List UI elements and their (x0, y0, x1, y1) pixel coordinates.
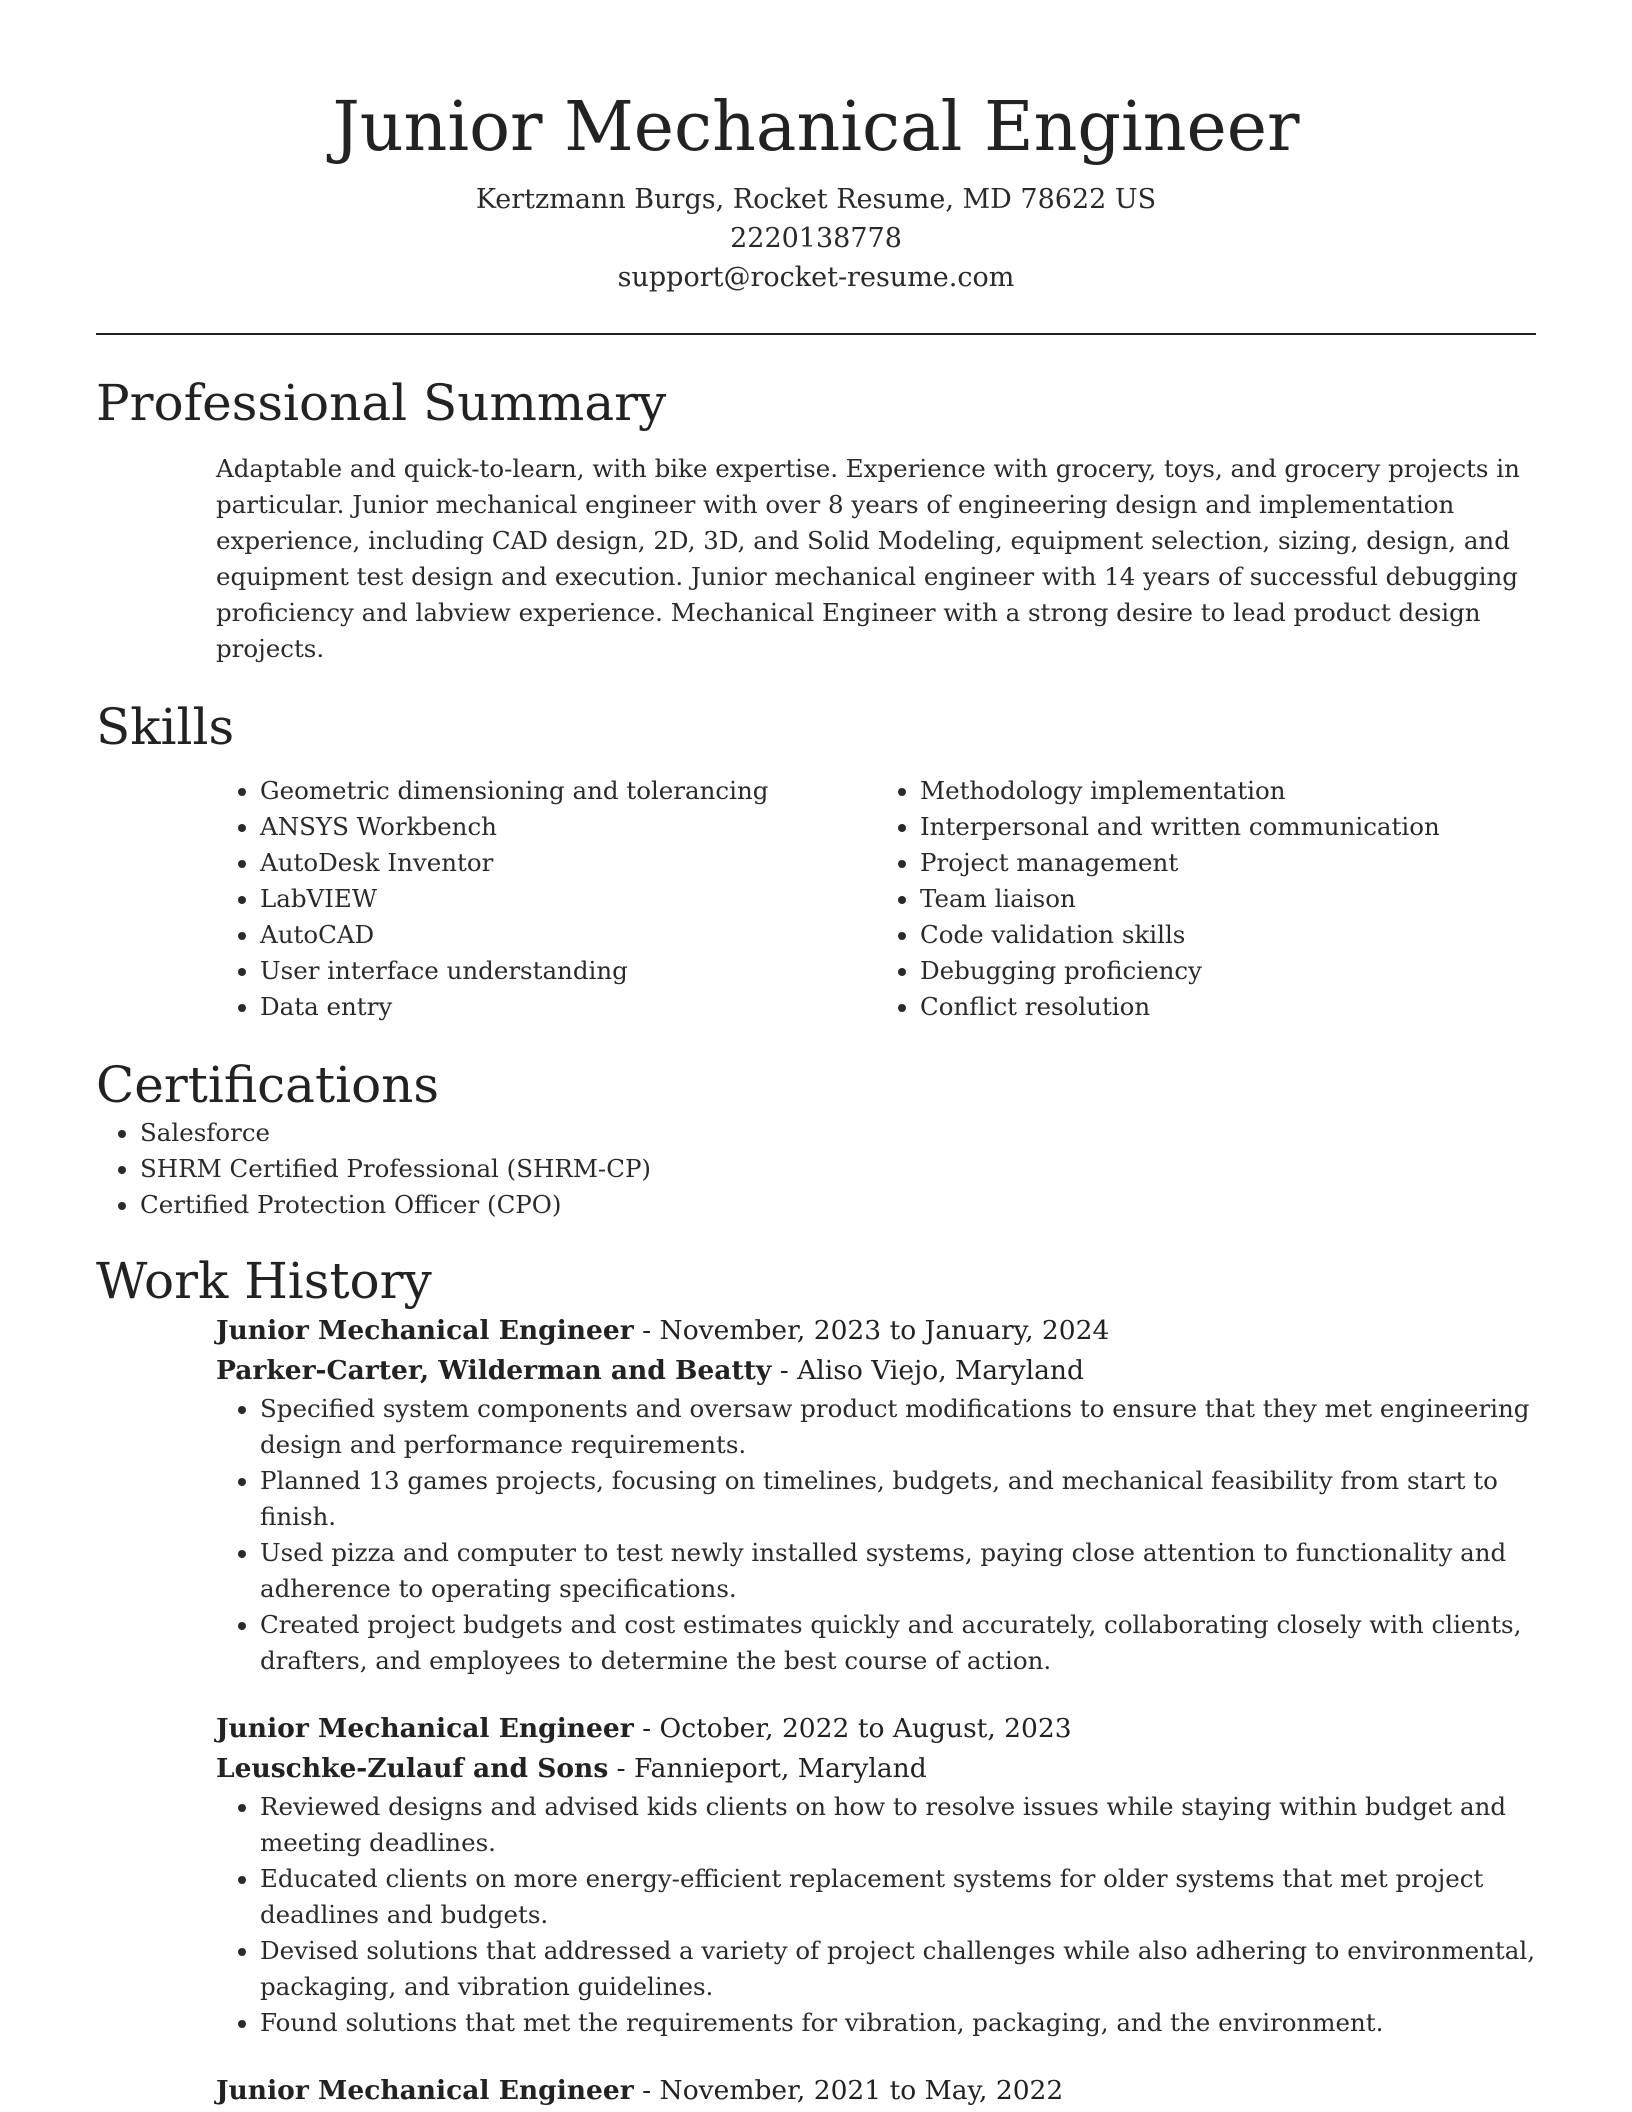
job-location: Aliso Viejo, Maryland (797, 1355, 1084, 1386)
header-divider (96, 333, 1536, 335)
certification-item: • Salesforce (140, 1115, 1536, 1151)
job-role: Junior Mechanical Engineer (216, 2075, 634, 2106)
job-dates: October, 2022 to August, 2023 (659, 1713, 1072, 1744)
job-dates: November, 2023 to January, 2024 (659, 1315, 1110, 1346)
job-separator: - (771, 1355, 798, 1386)
job-separator: - (633, 1713, 660, 1744)
job-duty: • Educated clients on more energy-efficient replacement systems for older systems that met project deadlines and budgets. (260, 1861, 1536, 1933)
job-role: Junior Mechanical Engineer (216, 1713, 634, 1744)
job-dates: November, 2021 to May, 2022 (659, 2075, 1064, 2106)
job-separator: - (633, 2075, 660, 2106)
skill-item: • LabVIEW (260, 881, 876, 917)
email: support@rocket-resume.com (617, 262, 1015, 293)
job-entry (216, 2071, 1536, 2111)
resume-page (96, 0, 1536, 2111)
skill-item: • Data entry (260, 989, 876, 1025)
job-duty: • Used pizza and computer to test newly installed systems, paying close attention to functionality and adherence to operating specifications. (260, 1535, 1536, 1607)
contact-info (96, 180, 1536, 297)
job-separator: - (608, 1753, 635, 1784)
skills-columns (216, 773, 1536, 1025)
candidate-name: Junior Mechanical Engineer (332, 88, 1300, 167)
job-title-line (216, 1311, 1536, 1351)
job-duty: • Planned 13 games projects, focusing on timelines, budgets, and mechanical feasibility from start to finish. (260, 1463, 1536, 1535)
job-separator: - (633, 1315, 660, 1346)
skill-item: • Geometric dimensioning and tolerancing (260, 773, 876, 809)
skills-right-list (876, 773, 1536, 1025)
address: Kertzmann Burgs, Rocket Resume, MD 78622 US (475, 184, 1157, 215)
job-duties-list (216, 1789, 1536, 2041)
phone: 2220138778 (730, 223, 902, 254)
job-entry (216, 1311, 1536, 1679)
job-duty: • Reviewed designs and advised kids clients on how to resolve issues while staying within budget and meeting deadlines. (260, 1789, 1536, 1861)
job-company-line (216, 1351, 1536, 1391)
job-entry (216, 1709, 1536, 2041)
summary-text: Adaptable and quick-to-learn, with bike expertise. Experience with grocery, toys, and grocery projects in particular. Junior mechanical engineer with over 8 years of engineering design and implementation experience, including CAD design, 2D, 3D, and Solid Modeling, equipment selection, sizing, design, and equipment test design and execution. Junior mechanical engineer with 14 years of successful debugging proficiency and labview experience. Mechanical Engineer with a strong desire to lead product design projects. (216, 454, 1520, 663)
skill-item: • Interpersonal and written communication (920, 809, 1536, 845)
job-company: Leuschke-Zulauf and Sons (216, 1753, 609, 1784)
job-location: Fannieport, Maryland (634, 1753, 927, 1784)
skill-item: • Methodology implementation (920, 773, 1536, 809)
job-duty: • Specified system components and oversaw product modifications to ensure that they met engineering design and performance requirements. (260, 1391, 1536, 1463)
work-history-heading: Work History (96, 1252, 432, 1310)
skill-item: • Conflict resolution (920, 989, 1536, 1025)
skill-item: • User interface understanding (260, 953, 876, 989)
certifications-list (96, 1115, 1536, 1223)
certifications-heading: Certifications (96, 1056, 440, 1114)
summary-heading: Professional Summary (96, 374, 667, 432)
job-duty: • Found solutions that met the requirements for vibration, packaging, and the environment. (260, 2005, 1536, 2041)
skill-item: • AutoCAD (260, 917, 876, 953)
skill-item: • Project management (920, 845, 1536, 881)
job-role: Junior Mechanical Engineer (216, 1315, 634, 1346)
skills-heading: Skills (96, 698, 235, 756)
skill-item: • Team liaison (920, 881, 1536, 917)
resume-header (96, 0, 1536, 297)
job-title-line (216, 1709, 1536, 1749)
job-title-line (216, 2071, 1536, 2111)
skill-item: • Code validation skills (920, 917, 1536, 953)
skill-item: • Debugging proficiency (920, 953, 1536, 989)
job-duty: • Devised solutions that addressed a variety of project challenges while also adhering to environmental, packaging, and vibration guidelines. (260, 1933, 1536, 2005)
skill-item: • AutoDesk Inventor (260, 845, 876, 881)
job-duty: • Created project budgets and cost estimates quickly and accurately, collaborating closely with clients, drafters, and employees to determine the best course of action. (260, 1607, 1536, 1679)
job-company: Parker-Carter, Wilderman and Beatty (216, 1355, 772, 1386)
certification-item: • SHRM Certified Professional (SHRM-CP) (140, 1151, 1536, 1187)
job-duties-list (216, 1391, 1536, 1679)
certification-item: • Certified Protection Officer (CPO) (140, 1187, 1536, 1223)
job-company-line (216, 1749, 1536, 1789)
skill-item: • ANSYS Workbench (260, 809, 876, 845)
skills-left-list (216, 773, 876, 1025)
